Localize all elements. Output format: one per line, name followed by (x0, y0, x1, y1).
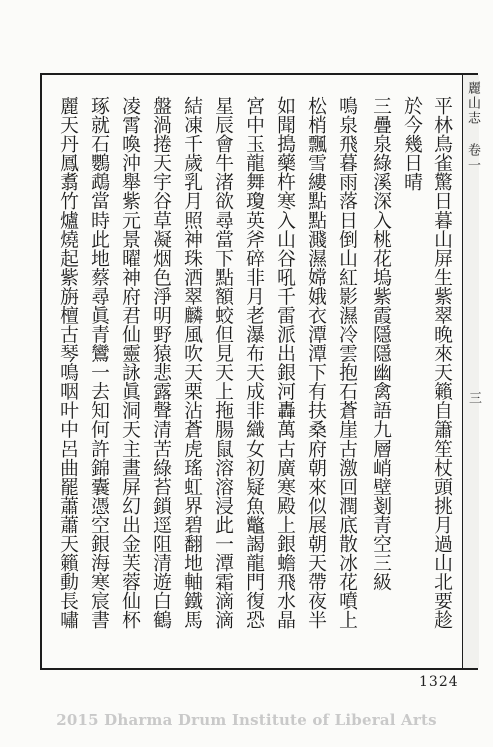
poem-first-line: 綠溪深入桃花塢紫霞隱隱幽禽語九層峭壁剗青空三級 (370, 153, 391, 592)
text-column-8: 星辰會牛渚欲尋當下點額蛟但見天上拖腸鼠溶溶浸此一潭霜滴滴 (212, 96, 233, 630)
text-column-2: 於今幾日晴 (401, 96, 422, 192)
poem-title: 三疊泉 (370, 96, 391, 154)
text-column-7: 宮中玉龍舞瓊英斧碎非月老瀑布天成非織女初疑魚鼈謁龍門復恐 (243, 96, 264, 630)
text-column-4: 鳴泉飛暮雨落日倒山紅影濕冷雲抱石蒼崖古激回潤底散冰花噴上 (336, 96, 357, 630)
footer-watermark: 2015 Dharma Drum Institute of Liberal Arts (56, 711, 437, 729)
running-head: 麗山志 卷一 (465, 81, 480, 173)
text-column-9: 結凍千歲乳月照神珠洒翠麟風吹天栗沾蒼虎瑤虹界碧翻地軸鐵馬 (181, 96, 202, 630)
margin-page-mark: 三 (466, 391, 481, 404)
text-column-11: 凌霄喚沖舉紫元景曜神府君仙靈詠眞洞天主畫屏幻出金芙蓉仙杯 (119, 96, 140, 630)
text-column-12: 琢就石鸚鵡當時此地蔡尋眞青鸞一去知何許錦囊憑空銀海寒宸書 (88, 96, 109, 630)
text-column-6: 如聞搗藥杵寒入山谷吼千雷派出銀河轟萬古廣寒殿上銀蟾飛水晶 (274, 96, 295, 630)
text-column-3 (367, 96, 393, 666)
text-column-5: 松梢飄雪縷點點濺濕嫦娥衣潭潭下有扶桑府朝來似展朝天帶夜半 (305, 96, 326, 630)
text-column-10: 盤渦捲天宇谷草凝烟色淨明野猿悲露聲清苦綠苔鎖逕阻清遊白鶴 (150, 96, 171, 630)
text-column-13: 麗天丹鳳翥竹爐燒起紫旃檀古琴鳴咽叶中呂曲罷蕭蕭天籟動長嘯 (57, 96, 78, 630)
page-number: 1324 (419, 674, 459, 690)
text-column-1: 平林鳥雀驚日暮山屏生紫翠晚來天籟自簫笙杖頭挑月過山北要趁 (431, 96, 452, 630)
margin-strip (462, 75, 479, 668)
